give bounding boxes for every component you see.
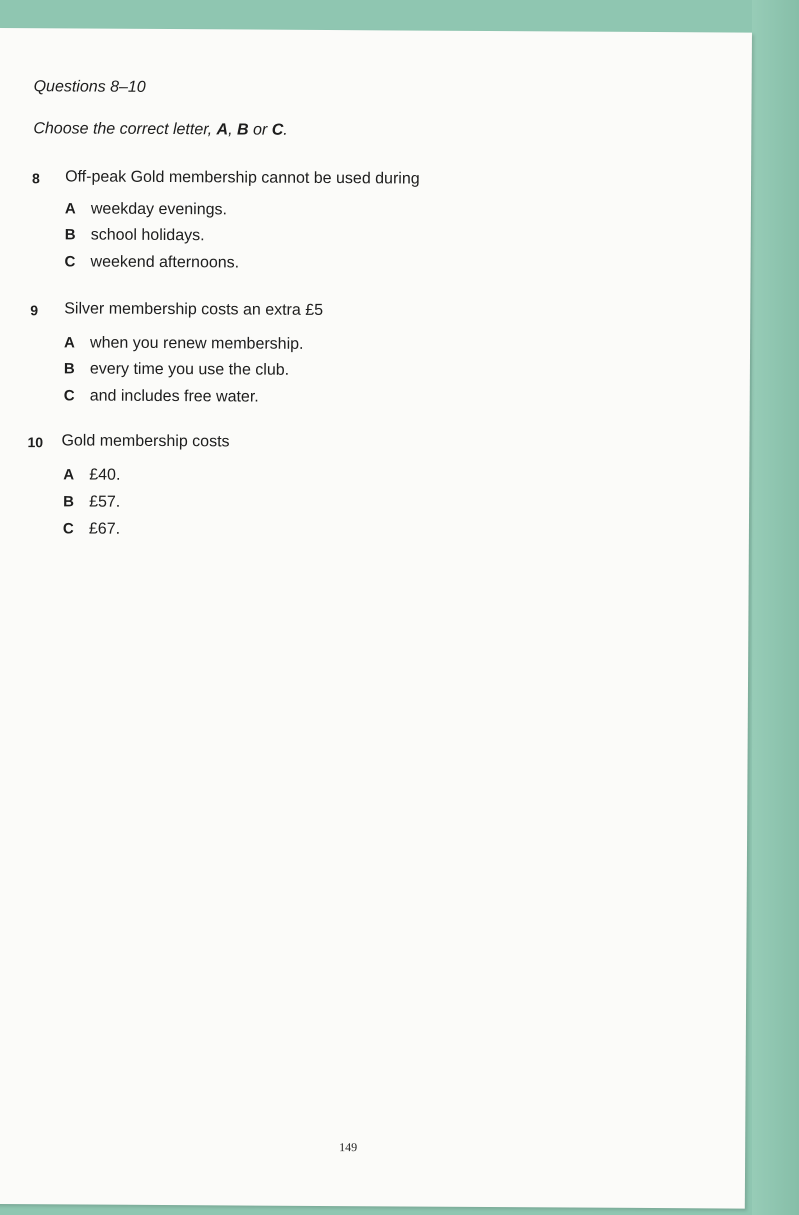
option-text: weekday evenings.: [90, 200, 228, 219]
option-a: [63, 466, 120, 484]
question-stem: Silver membership costs an extra £5: [64, 300, 324, 319]
question-number: 9: [30, 302, 39, 319]
option-text: and includes free water.: [89, 387, 259, 406]
option-b: [63, 493, 120, 511]
option-text: £67.: [88, 520, 121, 538]
option-a: [65, 200, 227, 219]
option-c: [65, 253, 240, 272]
option-text: £57.: [89, 493, 121, 511]
letter-c: C: [271, 121, 284, 139]
instruction-prefix: Choose the correct letter,: [33, 120, 217, 139]
letter-a: A: [216, 121, 229, 139]
option-c: [64, 387, 259, 406]
option-letter: C: [64, 253, 76, 271]
instruction-or: or: [248, 121, 272, 139]
option-a: [64, 334, 304, 353]
option-letter: C: [62, 520, 74, 538]
option-text: every time you use the club.: [89, 360, 290, 379]
option-letter: B: [64, 226, 76, 244]
section-heading: Questions 8–10: [33, 78, 146, 96]
option-letter: B: [63, 360, 75, 378]
option-letter: A: [64, 334, 75, 352]
option-b: [64, 360, 289, 379]
question-number: 8: [32, 170, 40, 187]
instruction-sep: ,: [228, 121, 238, 139]
question-stem: Gold membership costs: [61, 432, 230, 451]
option-text: weekend afternoons.: [90, 253, 240, 272]
instruction-end: .: [283, 121, 288, 139]
question-stem: Off-peak Gold membership cannot be used during: [65, 168, 420, 188]
option-b: [65, 226, 205, 245]
question-number: 10: [27, 434, 44, 451]
option-text: £40.: [89, 466, 121, 484]
option-text: when you renew membership.: [90, 334, 304, 353]
book-edge: [752, 0, 799, 1215]
option-text: school holidays.: [90, 226, 205, 245]
book-page: [0, 28, 752, 1209]
option-letter: A: [63, 466, 75, 484]
page-number: 149: [339, 1140, 358, 1155]
option-letter: B: [63, 493, 75, 511]
option-c: [63, 520, 120, 538]
option-letter: C: [63, 387, 75, 405]
letter-b: B: [236, 121, 249, 139]
instruction-text: [33, 120, 287, 140]
option-letter: A: [64, 200, 76, 218]
